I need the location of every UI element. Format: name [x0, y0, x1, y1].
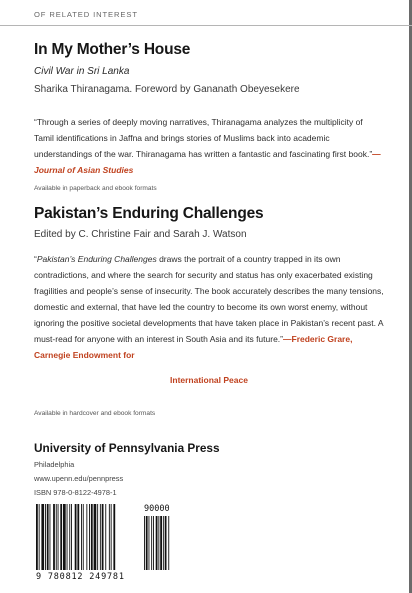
barcode-addon-bar [160, 516, 162, 570]
barcode-addon-bar [153, 516, 154, 570]
book1-author: Sharika Thiranagama. Foreword by Gananath Obeyesekere [34, 84, 300, 95]
barcode-bar [69, 504, 70, 570]
barcode-bar [91, 504, 93, 570]
book2-availability: Available in hardcover and ebook formats [34, 410, 156, 417]
barcode-addon-bar [168, 516, 169, 570]
publisher-name: University of Pennsylvania Press [34, 441, 220, 455]
section-header: OF RELATED INTEREST [34, 10, 138, 19]
barcode-bar [41, 504, 44, 570]
book2-blurb-text: draws the portrait of a country trapped in its own contradictions, and where the search for security and status has only exacerbated existing fragilities and people’s sense of insecurity. The book accurately describes the many tensions, domestic and external, that have led the country to become its own worst enemy, without ignoring the positive societal developments that have taken place in Pakistan’s recent past. A must-read for anyone with an interest in South Asia and its future.” [34, 254, 384, 344]
barcode-addon-bar [158, 516, 159, 570]
barcode-addon-bar [151, 516, 152, 570]
barcode-bar [50, 504, 51, 570]
barcode-bar [89, 504, 90, 570]
book1-availability: Available in paperback and ebook formats [34, 185, 157, 192]
barcode-bar [83, 504, 84, 570]
publisher-url: www.upenn.edu/pennpress [34, 474, 124, 483]
barcode-digits: 9 780812 249781 [36, 572, 125, 582]
header-divider [0, 25, 412, 26]
barcode-addon-bar [149, 516, 150, 570]
barcode-bar [111, 504, 112, 570]
barcode-bar [109, 504, 110, 570]
price-code: 90000 [144, 504, 170, 514]
barcode-addon-bar [156, 516, 158, 570]
book1-subtitle: Civil War in Sri Lanka [34, 66, 130, 77]
barcode-bar [97, 504, 98, 570]
barcode-bar [81, 504, 82, 570]
book2-editors: Edited by C. Christine Fair and Sarah J. Watson [34, 229, 247, 240]
barcode-bar [60, 504, 62, 570]
book1-title: In My Mother’s House [34, 41, 191, 58]
barcode-bar [67, 504, 68, 570]
barcode-bar [102, 504, 104, 570]
barcode-bar [105, 504, 106, 570]
barcode-bar [113, 504, 115, 570]
barcode-addon-bar [163, 516, 164, 570]
barcode-bar [47, 504, 49, 570]
barcode-bar [77, 504, 79, 570]
barcode-bar [58, 504, 59, 570]
barcode-bar [71, 504, 72, 570]
book2-blurb [34, 251, 384, 363]
book1-blurb [34, 114, 384, 178]
publisher-city: Philadelphia [34, 460, 75, 469]
barcode-bar [45, 504, 46, 570]
barcode-bar [39, 504, 40, 570]
barcode-bar [75, 504, 77, 570]
book1-blurb-source: —Journal of Asian Studies [34, 149, 381, 175]
publisher-isbn: ISBN 978-0-8122-4978-1 [34, 488, 117, 497]
book2-title: Pakistan’s Enduring Challenges [34, 205, 264, 222]
book2-blurb-source: —Frederic Grare, Carnegie Endowment for [34, 334, 353, 360]
barcode-bar [63, 504, 66, 570]
book2-blurb-source-continued: International Peace [170, 375, 248, 385]
barcode-bar [94, 504, 97, 570]
barcode-addon-bar [144, 516, 145, 570]
book2-blurb-open-quote: “ [34, 254, 37, 264]
barcode-bar [53, 504, 55, 570]
book1-blurb-text: “Through a series of deeply moving narratives, Thiranagama analyzes the multiplicity of Tamil identifications in Jaffna and brings stories of Muslims back into academic understandings of the war. Thiranagama has written a fantastic and fascinating first book.” [34, 117, 373, 159]
barcode-addon-bar [165, 516, 167, 570]
book2-blurb-book-title: Pakistan’s Enduring Challenges [36, 254, 157, 264]
barcode-addon-bar [146, 516, 148, 570]
barcode-bar [56, 504, 57, 570]
barcode-bar [36, 504, 38, 570]
barcode-bar [86, 504, 87, 570]
barcode-bar [100, 504, 101, 570]
